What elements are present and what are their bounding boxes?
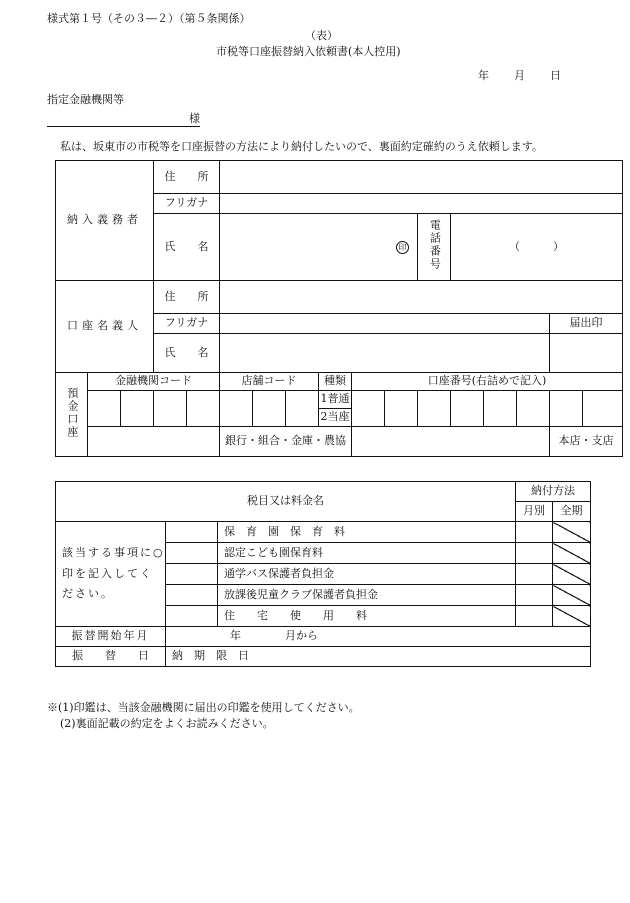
- mark-cell-5[interactable]: [166, 606, 218, 627]
- mark-cell-4[interactable]: [166, 585, 218, 606]
- intro-text: 私は、坂東市の市税等を口座振替の方法により納付したいので、裏面約定確約のうえ依頼します。: [60, 140, 543, 153]
- taxpayer-furigana-field[interactable]: [220, 194, 623, 214]
- instruction-text: 該当する事項に○印を記入してください。: [56, 522, 166, 627]
- taxpayer-name-field[interactable]: [220, 214, 418, 281]
- holder-furigana-label: フリガナ: [154, 314, 220, 334]
- phone-label: 電話番号: [418, 214, 451, 281]
- seal-mark: 印: [396, 241, 409, 254]
- start-month-field[interactable]: 年 月から: [166, 627, 591, 647]
- tax-item-1: 保 育 園 保 育 料: [218, 522, 516, 543]
- account-digit-2[interactable]: [385, 391, 418, 427]
- taxpayer-name-label: 氏 名: [154, 214, 220, 281]
- account-digit-1[interactable]: [352, 391, 385, 427]
- full-term-cell-5: [553, 606, 591, 627]
- mark-cell-1[interactable]: [166, 522, 218, 543]
- branch-code-digit-1[interactable]: [220, 391, 253, 427]
- branch-code-digit-3[interactable]: [286, 391, 319, 427]
- applicant-table: [55, 160, 623, 457]
- sama-label: 様: [189, 112, 200, 125]
- type-ordinary[interactable]: 1普通: [319, 391, 352, 409]
- tax-item-4: 放課後児童クラブ保護者負担金: [218, 585, 516, 606]
- branch-code-label: 店舗コード: [220, 373, 319, 391]
- bank-code-label: 金融機関コード: [88, 373, 220, 391]
- tax-items-table: [55, 481, 591, 667]
- note-1: ※(1)印鑑は、当該金融機関に届出の印鑑を使用してください。: [47, 701, 360, 714]
- monthly-header: 月別: [516, 502, 553, 522]
- tax-item-2: 認定こども園保育料: [218, 543, 516, 564]
- bank-code-digit-3[interactable]: [154, 391, 187, 427]
- bank-code-digit-2[interactable]: [121, 391, 154, 427]
- monthly-cell-4[interactable]: [516, 585, 553, 606]
- taxpayer-furigana-label: フリガナ: [154, 194, 220, 214]
- bank-name-field[interactable]: [88, 427, 220, 457]
- side-indicator: （表）: [305, 29, 338, 42]
- institution-label: 指定金融機関等: [47, 93, 124, 106]
- branch-name-field[interactable]: [352, 427, 550, 457]
- transfer-day-value: 納 期 限 日: [166, 647, 591, 667]
- account-digit-6[interactable]: [517, 391, 550, 427]
- account-type-label: 種類: [319, 373, 352, 391]
- account-digit-4[interactable]: [451, 391, 484, 427]
- date-month: 月: [514, 69, 525, 82]
- mark-cell-3[interactable]: [166, 564, 218, 585]
- phone-field[interactable]: [451, 214, 623, 281]
- account-digit-7[interactable]: [550, 391, 583, 427]
- account-label: 預金口座: [56, 373, 88, 457]
- monthly-cell-1[interactable]: [516, 522, 553, 543]
- tax-item-3: 通学バス保護者負担金: [218, 564, 516, 585]
- registered-seal-label: 届出印: [550, 314, 623, 334]
- full-term-cell-4: [553, 585, 591, 606]
- bank-code-digit-1[interactable]: [88, 391, 121, 427]
- taxpayer-address-field[interactable]: [220, 161, 623, 194]
- mark-cell-2[interactable]: [166, 543, 218, 564]
- type-checking[interactable]: 2当座: [319, 409, 352, 427]
- form-code: 様式第１号（その３―２）（第５条関係）: [47, 12, 251, 25]
- holder-label: 口座名義人: [56, 281, 154, 373]
- start-month-label: 振替開始年月: [56, 627, 166, 647]
- holder-address-field[interactable]: [220, 281, 623, 314]
- bank-code-digit-4[interactable]: [187, 391, 220, 427]
- full-term-cell-1: [553, 522, 591, 543]
- account-number-label: 口座番号(右詰めで記入): [352, 373, 623, 391]
- payment-method-header: 納付方法: [516, 482, 591, 502]
- taxpayer-address-label: 住 所: [154, 161, 220, 194]
- tax-item-header: 税目又は料金名: [56, 482, 516, 522]
- institution-name-field[interactable]: [47, 113, 200, 127]
- holder-address-label: 住 所: [154, 281, 220, 314]
- full-term-header: 全期: [553, 502, 591, 522]
- holder-name-field[interactable]: [220, 334, 550, 373]
- account-digit-5[interactable]: [484, 391, 517, 427]
- tax-item-5: 住 宅 使 用 料: [218, 606, 516, 627]
- bank-kinds: 銀行・組合・金庫・農協: [220, 427, 352, 457]
- date-year: 年: [478, 69, 489, 82]
- full-term-cell-2: [553, 543, 591, 564]
- transfer-day-label: 振 替 日: [56, 647, 166, 667]
- note-2: (2)裏面記載の約定をよくお読みください。: [60, 717, 274, 730]
- taxpayer-label: 納入義務者: [56, 161, 154, 281]
- holder-furigana-field[interactable]: [220, 314, 550, 334]
- branch-code-digit-2[interactable]: [253, 391, 286, 427]
- registered-seal-box[interactable]: [550, 334, 623, 373]
- date-day: 日: [550, 69, 561, 82]
- page-title: 市税等口座振替納入依頼書(本人控用): [216, 45, 401, 58]
- account-digit-8[interactable]: [583, 391, 623, 427]
- monthly-cell-5[interactable]: [516, 606, 553, 627]
- monthly-cell-3[interactable]: [516, 564, 553, 585]
- phone-area-code: （ ）: [509, 239, 565, 253]
- monthly-cell-2[interactable]: [516, 543, 553, 564]
- account-digit-3[interactable]: [418, 391, 451, 427]
- holder-name-label: 氏 名: [154, 334, 220, 373]
- full-term-cell-3: [553, 564, 591, 585]
- branch-kinds: 本店・支店: [550, 427, 623, 457]
